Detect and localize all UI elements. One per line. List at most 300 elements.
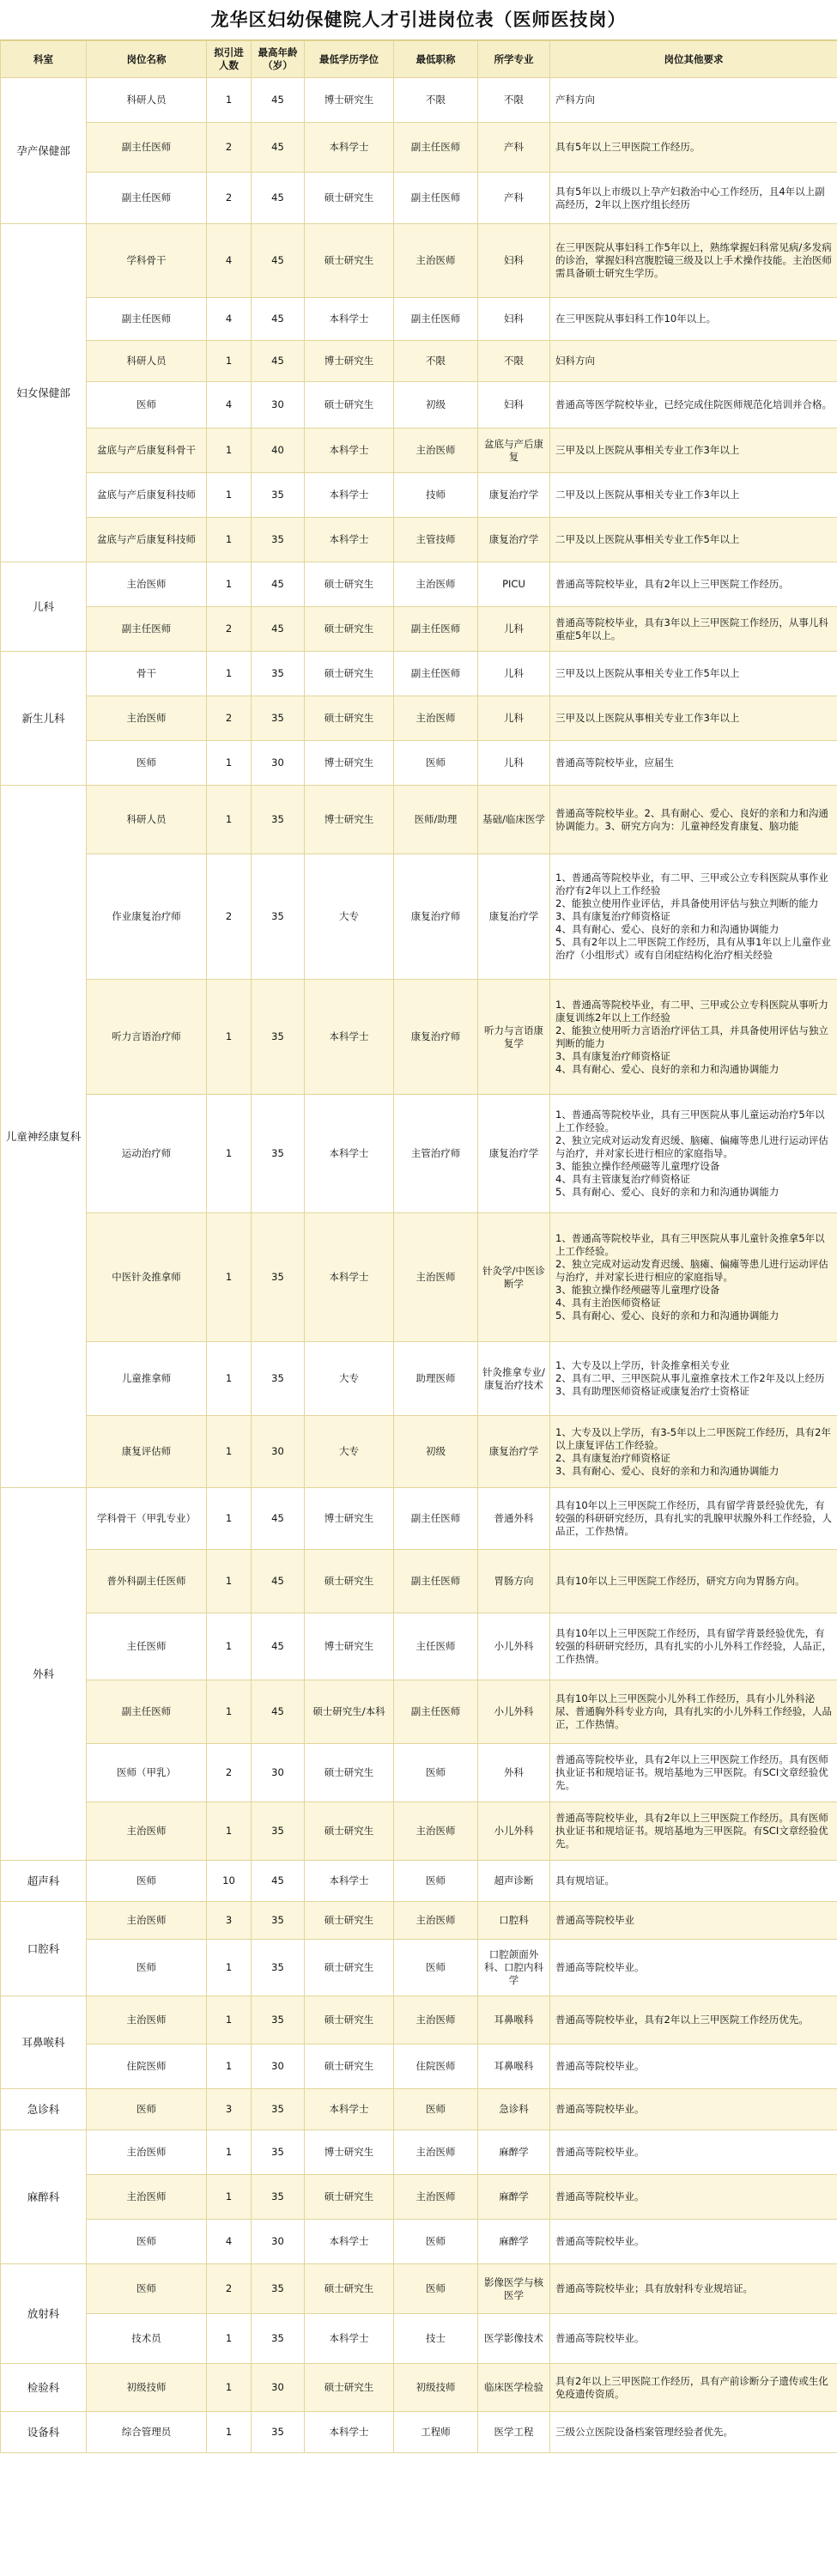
age-cell: 45 [252,341,305,382]
education-cell: 硕士研究生 [305,1744,394,1802]
count-cell: 1 [207,741,252,786]
post-cell: 骨干 [87,652,207,696]
requirements-cell: 普通高等院校毕业，应届生 [550,741,837,786]
requirements-cell: 普通高等院校毕业，具有3年以上三甲医院工作经历，从事儿科重症5年以上。 [550,607,837,652]
major-cell: 妇科 [478,298,550,341]
education-cell: 博士研究生 [305,786,394,854]
table-row [1,1902,837,1940]
post-cell: 住院医师 [87,2044,207,2089]
education-cell: 硕士研究生 [305,2364,394,2412]
count-cell: 2 [207,1744,252,1802]
requirements-cell: 1、普通高等院校毕业，具有三甲医院从事儿童运动治疗5年以上工作经验。 2、独立完成对运动发育迟缓、脑瘫、偏瘫等患儿进行运动评估与治疗，并对家长进行相应的家庭指导。 3、能独立操作经颅磁等儿童理疗设备 4、具有主管康复治疗师资格证 5、具有耐心、爱心、良好的亲和力和沟通协调能力 [550,1095,837,1213]
requirements-cell: 具有10年以上三甲医院工作经历，研究方向为胃肠方向。 [550,1550,837,1613]
header-title: 最低职称 [394,41,478,78]
table-row [1,607,837,652]
title-cell: 医师 [394,2220,478,2264]
table-row [1,428,837,473]
age-cell: 35 [252,786,305,854]
post-cell: 医师 [87,2220,207,2264]
education-cell: 硕士研究生 [305,562,394,607]
education-cell: 本科学士 [305,298,394,341]
department-cell: 耳鼻喉科 [1,1996,87,2089]
education-cell: 本科学士 [305,428,394,473]
major-cell: 儿科 [478,741,550,786]
post-cell: 医师 [87,1940,207,1996]
requirements-cell: 在三甲医院从事妇科工作10年以上。 [550,298,837,341]
count-cell: 1 [207,78,252,123]
table-row [1,1550,837,1613]
major-cell: 基础/临床医学 [478,786,550,854]
table-row [1,1488,837,1550]
title-cell: 初级 [394,382,478,428]
title-cell: 主治医师 [394,1996,478,2044]
table-row [1,2364,837,2412]
table-row [1,786,837,854]
table-row [1,741,837,786]
count-cell: 1 [207,1680,252,1744]
education-cell: 本科学士 [305,518,394,562]
count-cell: 2 [207,173,252,224]
education-cell: 本科学士 [305,2220,394,2264]
age-cell: 45 [252,1861,305,1902]
count-cell: 1 [207,980,252,1095]
title-cell: 初级技师 [394,2364,478,2412]
post-cell: 医师 [87,1861,207,1902]
requirements-cell: 普通高等院校毕业，具有2年以上三甲医院工作经历。具有医师执业证书和规培证书。规培基地为三甲医院。有SCI文章经验优先。 [550,1802,837,1861]
education-cell: 本科学士 [305,1213,394,1342]
post-cell: 主治医师 [87,1902,207,1940]
education-cell: 硕士研究生 [305,1940,394,1996]
age-cell: 35 [252,2089,305,2130]
page-title: 龙华区妇幼保健院人才引进岗位表（医师医技岗） [0,0,837,40]
age-cell: 35 [252,2130,305,2175]
table-row [1,1861,837,1902]
age-cell: 35 [252,854,305,980]
post-cell: 主治医师 [87,1996,207,2044]
major-cell: 口腔颌面外科、口腔内科学 [478,1940,550,1996]
education-cell: 硕士研究生 [305,224,394,298]
table-row [1,1680,837,1744]
table-row [1,854,837,980]
education-cell: 本科学士 [305,473,394,518]
requirements-cell: 普通高等院校毕业；具有放射科专业规培证。 [550,2264,837,2314]
table-row [1,2044,837,2089]
education-cell: 硕士研究生 [305,1802,394,1861]
education-cell: 博士研究生 [305,341,394,382]
count-cell: 1 [207,652,252,696]
department-cell: 检验科 [1,2364,87,2412]
table-row [1,173,837,224]
count-cell: 1 [207,562,252,607]
education-cell: 硕士研究生 [305,1996,394,2044]
age-cell: 45 [252,123,305,173]
department-cell: 口腔科 [1,1902,87,1996]
post-cell: 主治医师 [87,2175,207,2220]
table-row [1,2089,837,2130]
education-cell: 博士研究生 [305,1488,394,1550]
title-cell: 医师 [394,1861,478,1902]
header-num: 拟引进人数 [207,41,252,78]
requirements-cell: 1、普通高等院校毕业，有二甲、三甲或公立专科医院从事听力康复训练2年以上工作经验 2、能独立使用听力言语治疗评估工具，并具备使用评估与独立判断的能力 3、具有康复治疗师资格证 4、具有耐心、爱心、良好的亲和力和沟通协调能力 [550,980,837,1095]
major-cell: 急诊科 [478,2089,550,2130]
count-cell: 2 [207,2264,252,2314]
requirements-cell: 普通高等院校毕业，具有2年以上三甲医院工作经历优先。 [550,1996,837,2044]
count-cell: 1 [207,1550,252,1613]
department-cell: 放射科 [1,2264,87,2364]
requirements-cell: 1、大专及以上学历，有3-5年以上二甲医院工作经历，具有2年以上康复评估工作经验。 2、具有康复治疗师资格证 3、具有耐心、爱心、良好的亲和力和沟通协调能力 [550,1416,837,1488]
post-cell: 学科骨干 [87,224,207,298]
title-cell: 医师 [394,1744,478,1802]
education-cell: 本科学士 [305,2314,394,2364]
post-cell: 盆底与产后康复科技师 [87,518,207,562]
department-cell: 儿童神经康复科 [1,786,87,1488]
post-cell: 技术员 [87,2314,207,2364]
table-row [1,2314,837,2364]
post-cell: 盆底与产后康复科骨干 [87,428,207,473]
requirements-cell: 具有5年以上市级以上孕产妇救治中心工作经历，且4年以上副高经历，2年以上医疗组长经历 [550,173,837,224]
major-cell: 外科 [478,1744,550,1802]
requirements-cell: 普通高等院校毕业。2、具有耐心、爱心、良好的亲和力和沟通协调能力。3、研究方向为：儿童神经发育康复、脑功能 [550,786,837,854]
post-cell: 康复评估师 [87,1416,207,1488]
post-cell: 作业康复治疗师 [87,854,207,980]
table-row [1,1416,837,1488]
post-cell: 医师（甲乳） [87,1744,207,1802]
title-cell: 主治医师 [394,2130,478,2175]
count-cell: 1 [207,1488,252,1550]
department-cell: 妇女保健部 [1,224,87,562]
age-cell: 35 [252,473,305,518]
table-row [1,1996,837,2044]
education-cell: 博士研究生 [305,741,394,786]
major-cell: 临床医学检验 [478,2364,550,2412]
education-cell: 硕士研究生 [305,696,394,741]
count-cell: 1 [207,1802,252,1861]
title-cell: 医师 [394,1940,478,1996]
count-cell: 1 [207,1416,252,1488]
table-row [1,473,837,518]
age-cell: 30 [252,1416,305,1488]
major-cell: 医学工程 [478,2412,550,2453]
major-cell: 康复治疗学 [478,854,550,980]
table-body [1,78,837,2453]
title-cell: 主治医师 [394,224,478,298]
age-cell: 35 [252,696,305,741]
requirements-cell: 二甲及以上医院从事相关专业工作5年以上 [550,518,837,562]
post-cell: 副主任医师 [87,298,207,341]
title-cell: 主治医师 [394,562,478,607]
age-cell: 30 [252,2364,305,2412]
title-cell: 副主任医师 [394,123,478,173]
department-cell: 急诊科 [1,2089,87,2130]
requirements-cell: 普通高等院校毕业。 [550,2089,837,2130]
requirements-cell: 具有10年以上三甲医院工作经历，具有留学背景经验优先，有较强的科研研究经历，具有扎实的小儿外科工作经验，人品正，工作热情。 [550,1613,837,1680]
title-cell: 副主任医师 [394,1488,478,1550]
requirements-cell: 普通高等院校毕业。 [550,2220,837,2264]
major-cell: 妇科 [478,224,550,298]
education-cell: 硕士研究生 [305,1550,394,1613]
requirements-cell: 三甲及以上医院从事相关专业工作3年以上 [550,428,837,473]
age-cell: 35 [252,1342,305,1416]
post-cell: 听力言语治疗师 [87,980,207,1095]
table-row [1,224,837,298]
age-cell: 30 [252,741,305,786]
major-cell: 超声诊断 [478,1861,550,1902]
table-row [1,1342,837,1416]
count-cell: 1 [207,786,252,854]
table-row [1,562,837,607]
table-row [1,2220,837,2264]
education-cell: 硕士研究生 [305,607,394,652]
title-cell: 不限 [394,78,478,123]
major-cell: 小儿外科 [478,1613,550,1680]
major-cell: 医学影像技术 [478,2314,550,2364]
title-cell: 不限 [394,341,478,382]
post-cell: 初级技师 [87,2364,207,2412]
education-cell: 大专 [305,1416,394,1488]
title-cell: 技士 [394,2314,478,2364]
age-cell: 35 [252,1902,305,1940]
title-cell: 副主任医师 [394,173,478,224]
education-cell: 本科学士 [305,980,394,1095]
education-cell: 博士研究生 [305,2130,394,2175]
major-cell: 针灸推拿专业/康复治疗技术 [478,1342,550,1416]
table-row [1,123,837,173]
title-cell: 助理医师 [394,1342,478,1416]
age-cell: 35 [252,980,305,1095]
major-cell: 产科 [478,123,550,173]
count-cell: 1 [207,1213,252,1342]
count-cell: 1 [207,341,252,382]
education-cell: 硕士研究生 [305,1902,394,1940]
age-cell: 45 [252,173,305,224]
age-cell: 35 [252,652,305,696]
table-row [1,1613,837,1680]
header-edu: 最低学历学位 [305,41,394,78]
post-cell: 医师 [87,741,207,786]
count-cell: 4 [207,298,252,341]
post-cell: 主治医师 [87,2130,207,2175]
major-cell: 耳鼻喉科 [478,2044,550,2089]
title-cell: 医师/助理 [394,786,478,854]
table-row [1,1213,837,1342]
title-cell: 医师 [394,741,478,786]
post-cell: 副主任医师 [87,123,207,173]
title-cell: 主管技师 [394,518,478,562]
major-cell: 麻醉学 [478,2220,550,2264]
post-cell: 运动治疗师 [87,1095,207,1213]
header-age: 最高年龄（岁） [252,41,305,78]
age-cell: 35 [252,1095,305,1213]
post-cell: 副主任医师 [87,607,207,652]
post-cell: 中医针灸推拿师 [87,1213,207,1342]
education-cell: 博士研究生 [305,1613,394,1680]
age-cell: 35 [252,2412,305,2453]
education-cell: 本科学士 [305,2412,394,2453]
education-cell: 大专 [305,1342,394,1416]
age-cell: 35 [252,518,305,562]
age-cell: 35 [252,1996,305,2044]
title-cell: 副主任医师 [394,652,478,696]
education-cell: 硕士研究生 [305,382,394,428]
requirements-cell: 1、普通高等院校毕业，有二甲、三甲或公立专科医院从事作业治疗有2年以上工作经验 2、能独立使用作业评估，并具备使用评估与独立判断的能力 3、具有康复治疗师资格证 4、具有耐心、爱心、良好的亲和力和沟通协调能力 5、具有2年以上二甲医院工作经历，具有从事1年以上儿童作业治疗（小组形式）或有自闭症结构化治疗相关经验 [550,854,837,980]
count-cell: 3 [207,2089,252,2130]
department-cell: 设备科 [1,2412,87,2453]
post-cell: 科研人员 [87,341,207,382]
count-cell: 1 [207,2364,252,2412]
major-cell: 胃肠方向 [478,1550,550,1613]
requirements-cell: 普通高等院校毕业 [550,1902,837,1940]
table-row [1,1095,837,1213]
title-cell: 医师 [394,2089,478,2130]
major-cell: 影像医学与核医学 [478,2264,550,2314]
major-cell: 小儿外科 [478,1802,550,1861]
major-cell: PICU [478,562,550,607]
count-cell: 10 [207,1861,252,1902]
age-cell: 30 [252,2044,305,2089]
major-cell: 不限 [478,341,550,382]
major-cell: 康复治疗学 [478,1095,550,1213]
major-cell: 听力与言语康复学 [478,980,550,1095]
title-cell: 主治医师 [394,2175,478,2220]
requirements-cell: 二甲及以上医院从事相关专业工作3年以上 [550,473,837,518]
title-cell: 初级 [394,1416,478,1488]
count-cell: 1 [207,518,252,562]
department-cell: 外科 [1,1488,87,1861]
major-cell: 麻醉学 [478,2175,550,2220]
count-cell: 1 [207,2412,252,2453]
count-cell: 1 [207,2044,252,2089]
age-cell: 45 [252,1550,305,1613]
requirements-cell: 在三甲医院从事妇科工作5年以上，熟练掌握妇科常见病/多发病的诊治，掌握妇科宫腹腔镜三级及以上手术操作技能。主治医师需具备硕士研究生学历。 [550,224,837,298]
major-cell: 儿科 [478,696,550,741]
count-cell: 1 [207,2130,252,2175]
title-cell: 副主任医师 [394,607,478,652]
age-cell: 35 [252,1802,305,1861]
title-cell: 康复治疗师 [394,854,478,980]
requirements-cell: 具有2年以上三甲医院工作经历，具有产前诊断分子遗传或生化免疫遗传资质。 [550,2364,837,2412]
age-cell: 35 [252,2264,305,2314]
count-cell: 1 [207,1996,252,2044]
department-cell: 超声科 [1,1861,87,1902]
title-cell: 医师 [394,2264,478,2314]
count-cell: 1 [207,2314,252,2364]
age-cell: 45 [252,224,305,298]
age-cell: 45 [252,562,305,607]
table-row [1,2175,837,2220]
count-cell: 1 [207,428,252,473]
post-cell: 副主任医师 [87,173,207,224]
major-cell: 不限 [478,78,550,123]
count-cell: 1 [207,1095,252,1213]
table-row [1,696,837,741]
title-cell: 主治医师 [394,696,478,741]
header-req: 岗位其他要求 [550,41,837,78]
major-cell: 康复治疗学 [478,1416,550,1488]
table-row [1,298,837,341]
major-cell: 产科 [478,173,550,224]
department-cell: 麻醉科 [1,2130,87,2264]
count-cell: 4 [207,382,252,428]
department-cell: 儿科 [1,562,87,652]
title-cell: 住院医师 [394,2044,478,2089]
education-cell: 本科学士 [305,2089,394,2130]
title-cell: 康复治疗师 [394,980,478,1095]
title-cell: 主任医师 [394,1613,478,1680]
major-cell: 儿科 [478,652,550,696]
post-cell: 主治医师 [87,1802,207,1861]
title-cell: 主治医师 [394,1802,478,1861]
major-cell: 麻醉学 [478,2130,550,2175]
education-cell: 大专 [305,854,394,980]
title-cell: 副主任医师 [394,1550,478,1613]
education-cell: 硕士研究生 [305,2175,394,2220]
title-cell: 主管治疗师 [394,1095,478,1213]
age-cell: 30 [252,2220,305,2264]
header-post: 岗位名称 [87,41,207,78]
requirements-cell: 具有5年以上三甲医院工作经历。 [550,123,837,173]
post-cell: 学科骨干（甲乳专业） [87,1488,207,1550]
education-cell: 硕士研究生 [305,173,394,224]
title-cell: 主治医师 [394,1902,478,1940]
post-cell: 主任医师 [87,1613,207,1680]
age-cell: 45 [252,607,305,652]
age-cell: 35 [252,1940,305,1996]
count-cell: 1 [207,1342,252,1416]
age-cell: 35 [252,2175,305,2220]
requirements-cell: 1、大专及以上学历，针灸推拿相关专业 2、具有二甲、三甲医院从事儿童推拿技术工作2年及以上经历 3、具有助理医师资格证或康复治疗士资格证 [550,1342,837,1416]
major-cell: 耳鼻喉科 [478,1996,550,2044]
requirements-cell: 普通高等院校毕业，具有2年以上三甲医院工作经历。 [550,562,837,607]
table-row [1,2130,837,2175]
requirements-cell: 普通高等医学院校毕业，已经完成住院医师规范化培训并合格。 [550,382,837,428]
post-cell: 科研人员 [87,78,207,123]
age-cell: 35 [252,1213,305,1342]
major-cell: 康复治疗学 [478,518,550,562]
count-cell: 2 [207,854,252,980]
department-cell: 孕产保健部 [1,78,87,224]
requirements-cell: 普通高等院校毕业。 [550,1940,837,1996]
requirements-cell: 普通高等院校毕业，具有2年以上三甲医院工作经历。具有医师执业证书和规培证书。规培基地为三甲医院。有SCI文章经验优先。 [550,1744,837,1802]
post-cell: 综合管理员 [87,2412,207,2453]
post-cell: 儿童推拿师 [87,1342,207,1416]
post-cell: 主治医师 [87,696,207,741]
requirements-cell: 产科方向 [550,78,837,123]
positions-table [0,40,837,2453]
age-cell: 45 [252,1488,305,1550]
title-cell: 技师 [394,473,478,518]
major-cell: 妇科 [478,382,550,428]
count-cell: 1 [207,2175,252,2220]
department-cell: 新生儿科 [1,652,87,786]
header-dept: 科室 [1,41,87,78]
post-cell: 科研人员 [87,786,207,854]
post-cell: 主治医师 [87,562,207,607]
major-cell: 康复治疗学 [478,473,550,518]
requirements-cell: 普通高等院校毕业。 [550,2130,837,2175]
education-cell: 硕士研究生 [305,2264,394,2314]
table-row [1,2412,837,2453]
requirements-cell: 普通高等院校毕业。 [550,2314,837,2364]
requirements-cell: 三甲及以上医院从事相关专业工作5年以上 [550,652,837,696]
title-cell: 主治医师 [394,1213,478,1342]
major-cell: 儿科 [478,607,550,652]
requirements-cell: 普通高等院校毕业。 [550,2044,837,2089]
major-cell: 普通外科 [478,1488,550,1550]
requirements-cell: 具有10年以上三甲医院小儿外科工作经历，具有小儿外科泌尿、普通胸外科专业方向，具有扎实的小儿外科工作经验，人品正，工作热情。 [550,1680,837,1744]
header-major: 所学专业 [478,41,550,78]
title-cell: 副主任医师 [394,298,478,341]
count-cell: 3 [207,1902,252,1940]
